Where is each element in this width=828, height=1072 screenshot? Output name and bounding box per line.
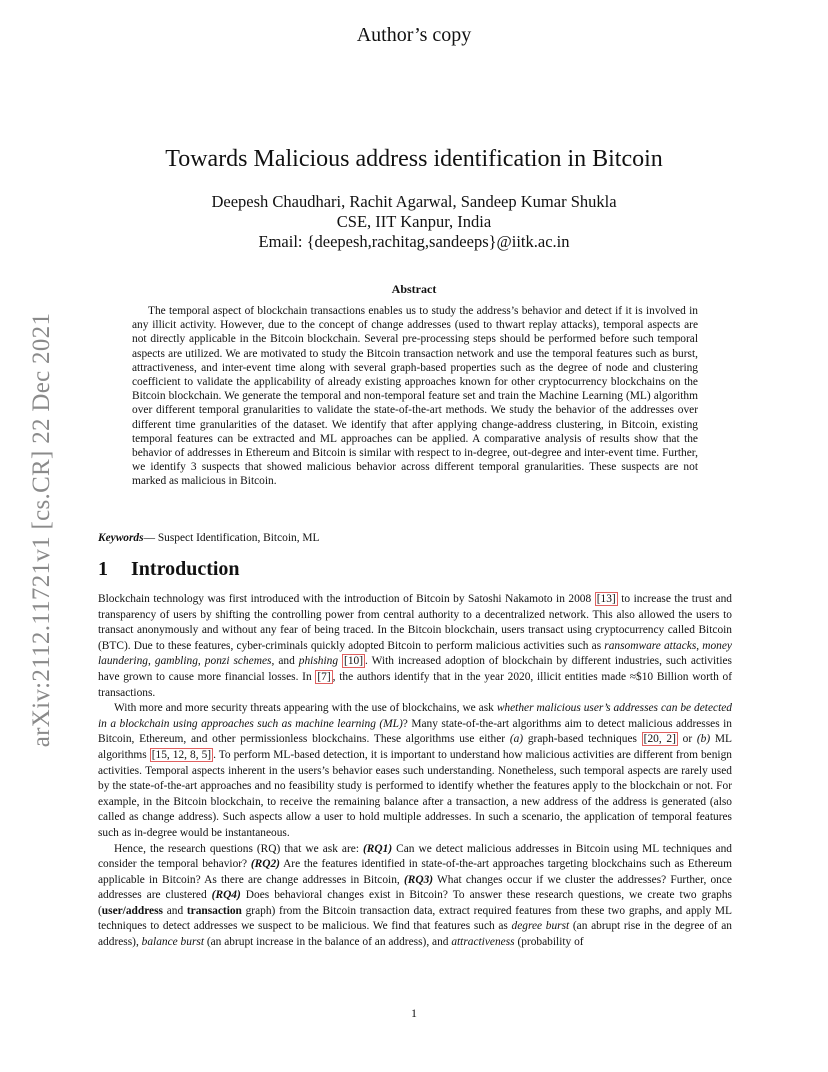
author-names: Deepesh Chaudhari, Rachit Agarwal, Sandeep Kumar Shukla <box>211 192 617 211</box>
page-number: 1 <box>411 1006 417 1020</box>
research-question-label: (RQ4) <box>211 889 241 902</box>
citation-link[interactable]: [15, 12, 8, 5] <box>151 748 212 761</box>
text-run: ? Many state-of-the-art algorithms aim to detect malicious addresses in Bitcoin, Ethereum, and other permissionless blockchains. These algorithms use either <box>98 717 732 746</box>
author-email: Email: {deepesh,rachitag,sandeeps}@iitk.ac.in <box>258 232 570 251</box>
emphasis: (a) <box>509 733 524 746</box>
emphasis: ransomware attacks <box>604 639 697 652</box>
text-run: Can we detect malicious addresses in Bitcoin using ML techniques and consider the temporal behavior? <box>98 842 732 871</box>
text-run: Hence, the research questions (RQ) that we ask are: <box>114 842 364 855</box>
text-run: What changes occur if we cluster the addresses? Further, once addresses are clustered <box>98 873 732 902</box>
text-run: (an abrupt increase in the balance of an address), and <box>203 936 452 949</box>
citation-link[interactable]: [20, 2] <box>643 733 676 746</box>
emphasis: balance burst <box>141 936 204 949</box>
keywords-text: — Suspect Identification, Bitcoin, ML <box>143 532 320 544</box>
text-run: graph) from the Bitcoin transaction data, extract required features from these two graphs, and apply ML techniques to detect addresses we suspect to be malicious. We find that features such as <box>98 904 732 933</box>
text-run: (probability of <box>514 936 584 949</box>
arxiv-identifier-text: arXiv:2112.11721v1 [cs.CR] 22 Dec 2021 <box>28 312 55 748</box>
emphasis: phishing <box>298 655 339 668</box>
text-run: Blockchain technology was first introduced with the introduction of Bitcoin by Satoshi Nakamoto in 2008 <box>98 593 595 605</box>
keywords-line <box>98 532 738 544</box>
intro-paragraph-3 <box>98 842 732 951</box>
text-run: , the authors identify that in the year 2020, illicit entities made ≈$10 Billion worth of transactions. <box>98 670 732 699</box>
intro-paragraph-2 <box>98 701 732 841</box>
bold-term: transaction <box>186 904 242 917</box>
research-question-label: (RQ3) <box>403 873 434 886</box>
text-run: , <box>197 655 205 668</box>
research-question-label: (RQ2) <box>250 858 280 871</box>
text-run: . To perform ML-based detection, it is important to understand how malicious activities are different from benign activities. Temporal aspects inherent in the users’s behavior eases such understanding. Nonetheless, such temporal aspects are rarely used by the state-of-the-art approaches and no feasibility study is performed to identify whether the features apply to the blockchain or not. For example, in the Bitcoin blockchain, to receive the remaining balance after a transaction, a new address of the address is generated (also called as change address). Such aspects allow a user to hold multiple addresses. In such a scenario, the application of temporal features such as in-degree would be instantaneous. <box>98 748 732 839</box>
keywords-label: Keywords <box>98 532 144 544</box>
text-run: With more and more security threats appearing with the use of blockchains, we ask <box>114 702 497 715</box>
section-number: 1 <box>98 558 108 580</box>
text-run: . With increased adoption of blockchain by different industries, such activities have grown to cause more financial losses. In <box>98 655 732 683</box>
text-run: , <box>696 639 703 652</box>
emphasis: money laundering <box>98 639 732 668</box>
text-run: , <box>148 655 155 668</box>
text-run: (an abrupt rise in the degree of an address), <box>98 920 733 949</box>
text-run: Are the features identified in state-of-the-art approaches targeting blockchains such as Ethereum applicable in Bitcoin? As there are change addresses in Bitcoin, <box>98 858 732 886</box>
research-question-label: (RQ1) <box>363 842 393 855</box>
introduction-body <box>98 592 732 951</box>
emphasis: gambling <box>154 655 198 668</box>
emphasis: whether malicious user’s addresses can be detected in a blockchain using approaches such as machine learning (ML) <box>98 702 732 730</box>
text-run: or <box>677 733 697 746</box>
citation-link[interactable]: [13] <box>596 593 616 605</box>
paper-title: Towards Malicious address identification in Bitcoin <box>165 146 663 172</box>
author-copy-note: Author’s copy <box>356 24 472 46</box>
emphasis: (b) <box>696 733 711 746</box>
abstract-body: The temporal aspect of blockchain transactions enables us to study the address’s behavior and detect if it is involved in any illicit activity. However, due to the concept of change addresses (used to thwart replay attacks), temporal aspects are not directly applicable in the Bitcoin blockchain. Several pre-processing steps should be performed before such temporal aspects are utilized. We are motivated to study the Bitcoin transaction network and use the temporal features such as burst, attractiveness, and inter-event time along with several graph-based properties such as the degree of node and clustering coefficient to validate the applicability of already existing approaches known for other cryptocurrency blockchains on the Bitcoin blockchain. We generate the temporal and non-temporal feature set and train the Machine Learning (ML) algorithm over different temporal granularities to validate the state-of-the-art methods. We study the behavior of the addresses over different time granularities of the dataset. We identify that after applying change-address clustering, in Bitcoin, existing temporal features can be extracted and ML approaches can be applied. A comparative analysis of results show that the behavior of addresses in Ethereum and Bitcoin is similar with respect to in-degree, out-degree and inter-event time. Further, we identify 3 suspects that showed malicious behavior across different temporal granularities. These suspects are not marked as malicious in Bitcoin. <box>132 305 698 488</box>
text-run: and <box>162 904 187 917</box>
text-run: ML algorithms <box>98 733 732 761</box>
emphasis: attractiveness <box>451 936 515 949</box>
citation-link[interactable]: [7] <box>317 670 331 683</box>
author-affiliation: CSE, IIT Kanpur, India <box>336 212 492 231</box>
emphasis: ponzi schemes <box>204 655 272 668</box>
citation-link[interactable]: [10] <box>344 655 364 668</box>
text-run: , and <box>271 655 299 668</box>
emphasis: degree burst <box>511 920 570 933</box>
abstract-heading: Abstract <box>391 282 437 296</box>
section-title: Introduction <box>131 558 240 580</box>
author-block <box>0 192 828 252</box>
text-run: to increase the trust and transparency of users by shifting the controlling power from central authority to a decentralized network. This also allowed the users to transact anonymously and without any fear of being traced. In the Bitcoin blockchain, users transact using cryptocurrency called Bitcoin (BTC). Due to these features, cyber-criminals quickly adopted Bitcoin to perform malicious activities such as <box>98 593 733 652</box>
arxiv-identifier-stamp[interactable] <box>22 290 62 770</box>
section-heading <box>98 558 240 581</box>
bold-term: user/address <box>101 904 163 917</box>
text-run: Does behavioral changes exist in Bitcoin? To answer these research questions, we create two graphs ( <box>98 889 732 917</box>
text-run: graph-based techniques <box>523 733 642 746</box>
intro-paragraph-1 <box>98 592 732 701</box>
